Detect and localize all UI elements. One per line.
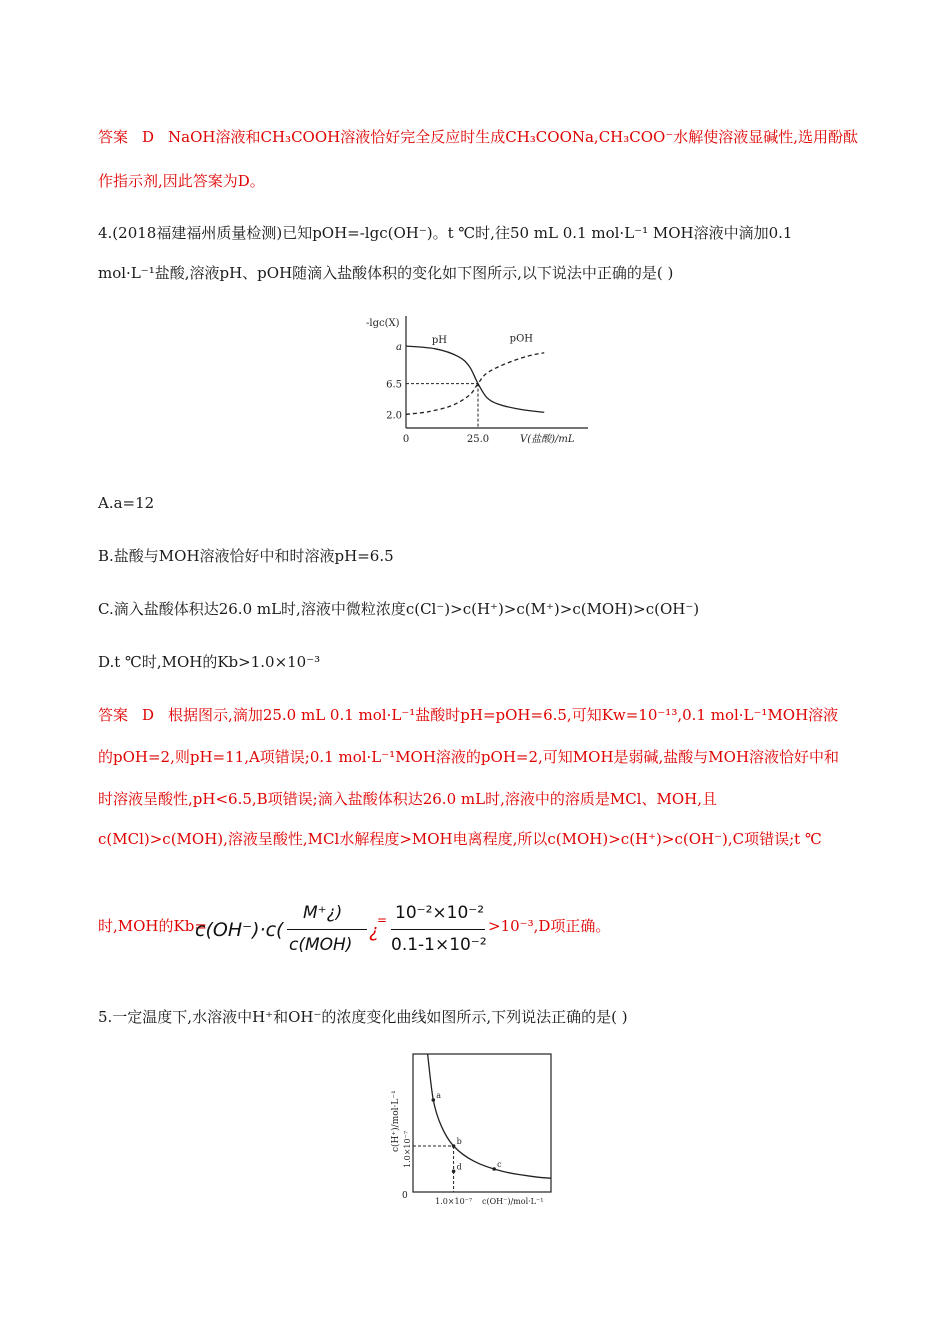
y-axis-label: c(H⁺)/mol·L⁻¹ <box>391 1090 401 1152</box>
formula-left-term: c(OH⁻)·c( <box>195 919 284 941</box>
point-label-c: c <box>497 1160 502 1169</box>
plot-frame <box>413 1054 551 1192</box>
series-label-ph: pH <box>431 335 448 346</box>
point-d <box>452 1170 456 1174</box>
point-label-d: d <box>456 1162 462 1172</box>
origin-label: 0 <box>402 1191 408 1201</box>
x-tick-label: 1.0×10⁻⁷ <box>435 1197 473 1206</box>
answer-4-line-3: 时溶液呈酸性,pH<6.5,B项错误;滴入盐酸体积达26.0 mL时,溶液中的溶质是MCl、MOH,且 <box>98 790 717 808</box>
answer-4-line-5-suffix: >10⁻³,D项正确。 <box>488 917 611 935</box>
option-d: D.t ℃时,MOH的Kb>1.0×10⁻³ <box>98 653 321 671</box>
answer-3-line-2: 作指示剂,因此答案为D。 <box>98 172 265 190</box>
answer-3-line-1 <box>98 126 858 148</box>
formula-numerator: 10⁻²×10⁻² <box>395 903 485 923</box>
formula-mid-symbol: ¿ <box>369 921 379 942</box>
answer-label: 答案 <box>98 128 129 146</box>
answer-4-line-1 <box>98 704 858 726</box>
kb-formula <box>195 905 525 965</box>
y-tick-label: 2.0 <box>386 410 402 422</box>
answer-letter: D <box>142 706 155 724</box>
formula-inner-numerator: M⁺¿) <box>303 903 343 923</box>
x-tick-label: 25.0 <box>466 434 490 445</box>
y-tick-label: a <box>396 342 402 353</box>
point-b <box>452 1144 456 1148</box>
formula-denominator: 0.1-1×10⁻² <box>391 935 487 955</box>
series-label-poh: pOH <box>509 333 534 345</box>
x-axis-label: c(OH⁻)/mol·L⁻¹ <box>482 1197 544 1206</box>
series-line-ph <box>406 346 544 412</box>
answer-letter: D <box>142 128 155 146</box>
point-label-a: a <box>436 1091 442 1100</box>
h-oh-concentration-chart <box>370 1052 570 1212</box>
formula-inner-denominator: c(MOH) <box>289 935 353 955</box>
question-5-line-1: 5.一定温度下,水溶液中H⁺和OH⁻的浓度变化曲线如图所示,下列说法正确的是( ) <box>98 1008 628 1026</box>
answer-4-line-2: 的pOH=2,则pH=11,A项错误;0.1 mol·L⁻¹MOH溶液的pOH=2,可知MOH是弱碱,盐酸与MOH溶液恰好中和 <box>98 748 840 766</box>
formula-equals: = <box>377 913 388 927</box>
ph-poh-titration-chart <box>360 312 600 450</box>
y-tick-label: 1.0×10⁻⁷ <box>403 1130 412 1168</box>
formula-main-bar <box>391 929 485 930</box>
answer-4-line-4: c(MCl)>c(MOH),溶液呈酸性,MCl水解程度>MOH电离程度,所以c(MOH)>c(H⁺)>c(OH⁻),C项错误;t ℃ <box>98 830 822 848</box>
point-c <box>492 1167 496 1171</box>
option-a: A.a=12 <box>98 494 155 512</box>
answer-4-line-5-prefix: 时,MOH的Kb= <box>98 917 207 935</box>
x-axis-label: V(盐酸)/mL <box>520 434 575 445</box>
point-label-b: b <box>456 1137 462 1146</box>
option-c: C.滴入盐酸体积达26.0 mL时,溶液中微粒浓度c(Cl⁻)>c(H⁺)>c(M⁺)>c(MOH)>c(OH⁻) <box>98 600 700 618</box>
x-tick-label: 0 <box>402 434 410 445</box>
answer-3-text-1: NaOH溶液和CH₃COOH溶液恰好完全反应时生成CH₃COONa,CH₃COO⁻水解使溶液显碱性,选用酚酞 <box>168 128 859 146</box>
question-4-line-2: mol·L⁻¹盐酸,溶液pH、pOH随滴入盐酸体积的变化如下图所示,以下说法中正确的是( ) <box>98 264 674 282</box>
concentration-curve <box>428 1054 551 1178</box>
y-tick-label: 6.5 <box>386 379 402 391</box>
answer-label: 答案 <box>98 706 129 724</box>
y-axis-label: -lgc(X) <box>366 318 400 329</box>
point-a <box>431 1098 435 1102</box>
answer-4-text-1: 根据图示,滴加25.0 mL 0.1 mol·L⁻¹盐酸时pH=pOH=6.5,可知Kw=10⁻¹³,0.1 mol·L⁻¹MOH溶液 <box>168 706 839 724</box>
formula-inner-bar <box>287 929 367 930</box>
question-4-line-1: 4.(2018福建福州质量检测)已知pOH=-lgc(OH⁻)。t ℃时,往50 mL 0.1 mol·L⁻¹ MOH溶液中滴加0.1 <box>98 224 793 242</box>
option-b: B.盐酸与MOH溶液恰好中和时溶液pH=6.5 <box>98 547 394 565</box>
